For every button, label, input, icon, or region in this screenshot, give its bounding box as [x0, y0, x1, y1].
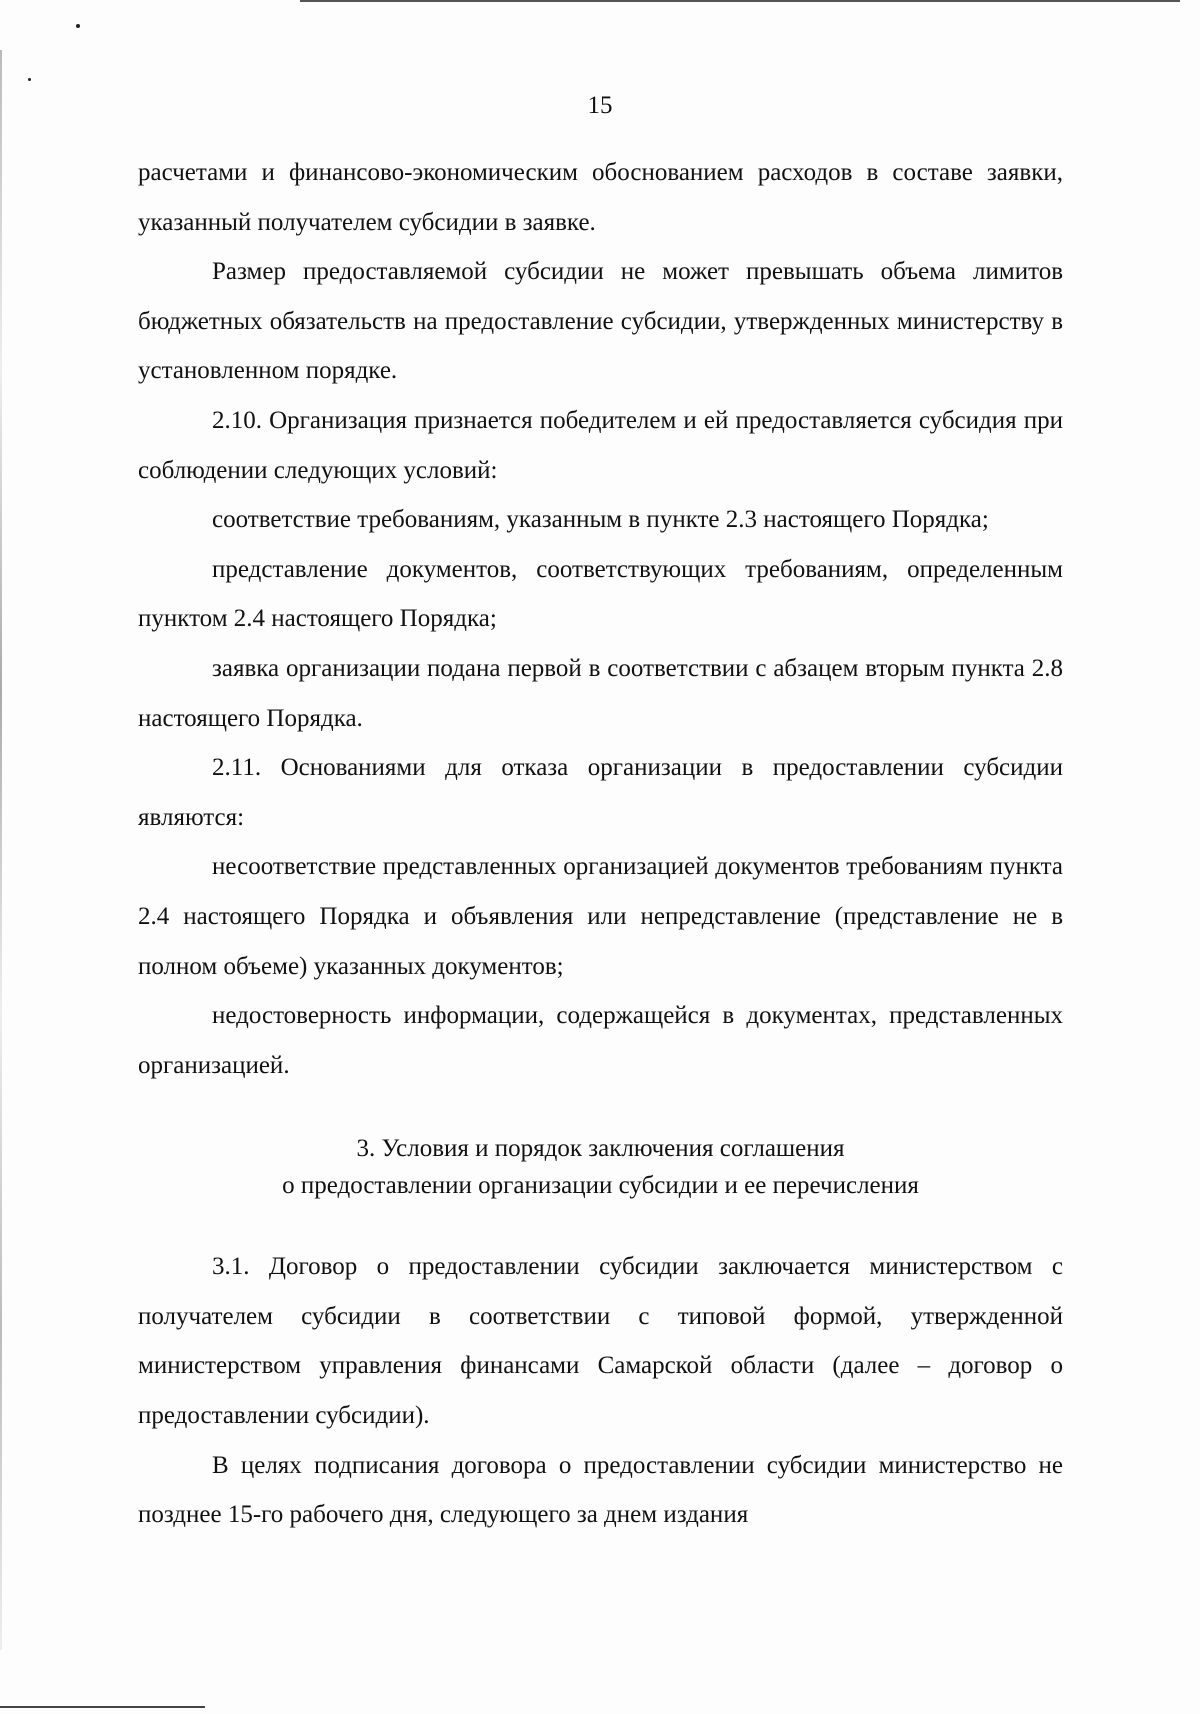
paragraphs-after-heading [138, 1242, 1063, 1540]
paragraph: представление документов, соответствующих требованиям, определенным пунктом 2.4 настоящего Порядка; [138, 555, 1063, 633]
scan-edge-left [0, 50, 2, 1650]
paragraph: несоответствие представленных организацией документов требованиям пункта 2.4 настоящего Порядка и объявления или непредставление (представление не в полном объеме) указанных документов; [138, 853, 1063, 980]
paragraph: 2.10. Организация признается победителем и ей предоставляется субсидия при соблюдении следующих условий: [138, 406, 1063, 484]
scan-speck [28, 78, 31, 81]
scan-edge-bottom [0, 1706, 205, 1708]
paragraph: В целях подписания договора о предоставлении субсидии министерство не позднее 15-го рабочего дня, следующего за днем издания [138, 1451, 1063, 1529]
document-body [138, 148, 1063, 1540]
paragraph: Размер предоставляемой субсидии не может превышать объема лимитов бюджетных обязательств на предоставление субсидии, утвержденных министерству в установленном порядке. [138, 258, 1063, 385]
paragraph: недостоверность информации, содержащейся в документах, представленных организацией. [138, 1002, 1063, 1079]
scan-edge-top [300, 0, 1180, 2]
paragraph: расчетами и финансово-экономическим обоснованием расходов в составе заявки, указанный получателем субсидии в заявке. [138, 159, 1063, 236]
scan-speck [76, 24, 80, 28]
section-heading [138, 1130, 1063, 1204]
paragraph: соответствие требованиям, указанным в пункте 2.3 настоящего Порядка; [212, 506, 989, 534]
paragraph: 3.1. Договор о предоставлении субсидии заключается министерством с получателем субсидии в соответствии с типовой формой, утвержденной министерством управления финансами Самарской области (далее – договор о предоставлении субсидии). [138, 1253, 1063, 1430]
section-heading-line1: 3. Условия и порядок заключения соглашения [356, 1135, 845, 1163]
paragraphs-before-heading [138, 148, 1063, 1090]
section-heading-line2: о предоставлении организации субсидии и ее перечисления [282, 1172, 919, 1200]
paragraph: 2.11. Основаниями для отказа организации в предоставлении субсидии являются: [138, 754, 1063, 831]
page-number: 15 [587, 92, 613, 119]
paragraph: заявка организации подана первой в соответствии с абзацем вторым пункта 2.8 настоящего Порядка. [138, 654, 1063, 732]
